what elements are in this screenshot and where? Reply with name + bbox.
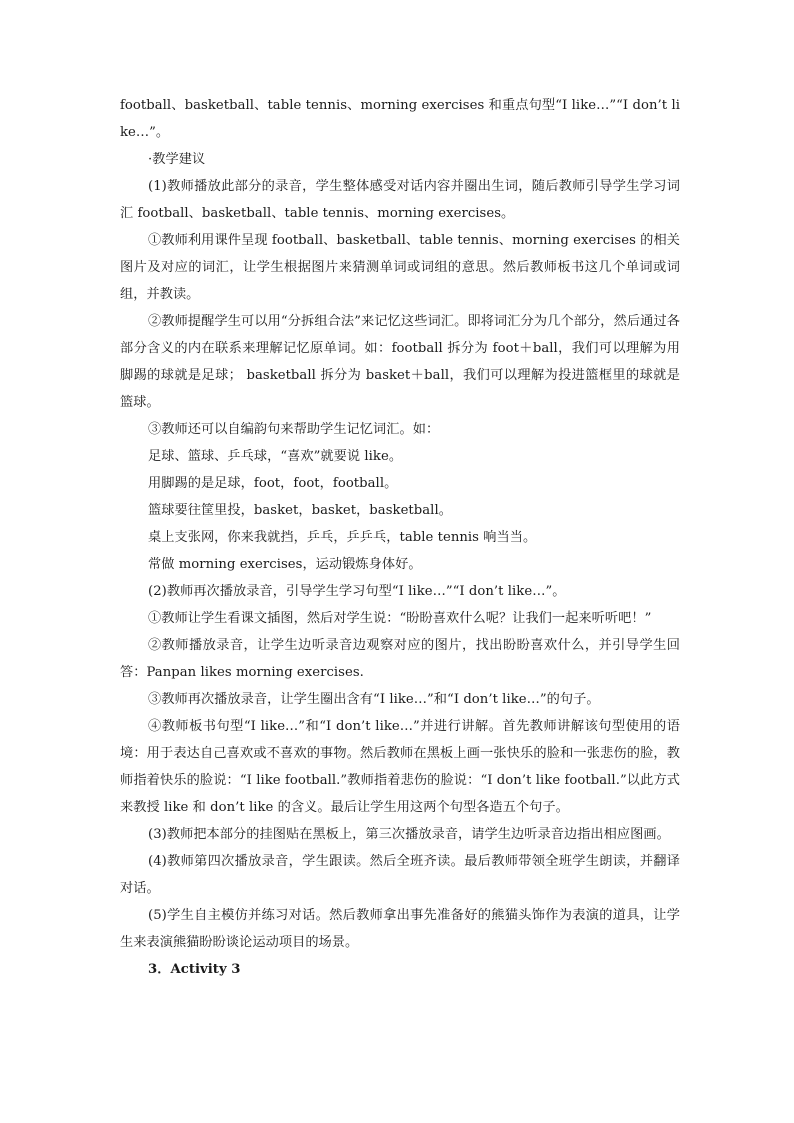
step-2-sub-3: ③教师再次播放录音，让学生圈出含有“I like…”和“I don’t like…”的句子。 — [148, 692, 600, 707]
rhyme-line-1: 足球、篮球、乒乓球，“喜欢”就要说 like。 — [148, 449, 403, 464]
rhyme-line-5: 常做 morning exercises，运动锻炼身体好。 — [148, 557, 422, 572]
step-5: (5)学生自主模仿并练习对话。然后教师拿出事先准备好的熊猫头饰作为表演的道具，让学生来表演熊猫盼盼谈论运动项目的场景。 — [120, 908, 680, 950]
rhyme-line-4: 桌上支张网，你来我就挡，乒乓，乒乒乓，table tennis 响当当。 — [148, 530, 537, 545]
rhyme-line-3: 篮球要往筐里投，basket，basket，basketball。 — [148, 503, 452, 518]
section-heading-teaching-suggestions: ·教学建议 — [148, 152, 206, 167]
step-4: (4)教师第四次播放录音，学生跟读。然后全班齐读。最后教师带领全班学生朗读，并翻译对话。 — [120, 854, 680, 896]
step-3: (3)教师把本部分的挂图贴在黑板上，第三次播放录音，请学生边听录音边指出相应图画。 — [148, 827, 670, 842]
rhyme-line-2: 用脚踢的是足球，foot，foot，football。 — [148, 476, 398, 491]
step-1-sub-1: ①教师利用课件呈现 football、basketball、table tennis、morning exercises 的相关图片及对应的词汇，让学生根据图片来猜测单词或词组的意思。然后教师板书这几个单词或词组，并教读。 — [120, 233, 680, 302]
intro-line: football、basketball、table tennis、morning exercises 和重点句型“I like…”“I don’t like…”。 — [120, 98, 680, 140]
activity-3-heading: 3．Activity 3 — [148, 962, 241, 977]
document-body — [120, 92, 680, 983]
step-2: (2)教师再次播放录音，引导学生学习句型“I like…”“I don’t like…”。 — [148, 584, 566, 599]
step-1-sub-3: ③教师还可以自编韵句来帮助学生记忆词汇。如： — [148, 422, 440, 437]
step-2-sub-4: ④教师板书句型“I like…”和“I don’t like…”并进行讲解。首先教师讲解该句型使用的语境：用于表达自己喜欢或不喜欢的事物。然后教师在黑板上画一张快乐的脸和一张悲伤的脸，教师指着快乐的脸说：“I like football.”教师指着悲伤的脸说：“I don’t like football.”以此方式来教授 like 和 don’t like 的含义。最后让学生用这两个句型各造五个句子。 — [120, 719, 680, 815]
step-1: (1)教师播放此部分的录音，学生整体感受对话内容并圈出生词，随后教师引导学生学习词汇 football、basketball、table tennis、morning exercises。 — [120, 179, 680, 221]
step-2-sub-2: ②教师播放录音，让学生边听录音边观察对应的图片，找出盼盼喜欢什么，并引导学生回答：Panpan likes morning exercises. — [120, 638, 680, 680]
step-2-sub-1: ①教师让学生看课文插图，然后对学生说：“盼盼喜欢什么呢？让我们一起来听听吧！” — [148, 611, 652, 626]
step-1-sub-2: ②教师提醒学生可以用“分拆组合法”来记忆这些词汇。即将词汇分为几个部分，然后通过各部分含义的内在联系来理解记忆原单词。如：football 拆分为 foot＋ball，我们可以理解为用脚踢的球就是足球； basketball 拆分为 basket＋ball，我们可以理解为投进篮框里的球就是篮球。 — [120, 314, 680, 410]
